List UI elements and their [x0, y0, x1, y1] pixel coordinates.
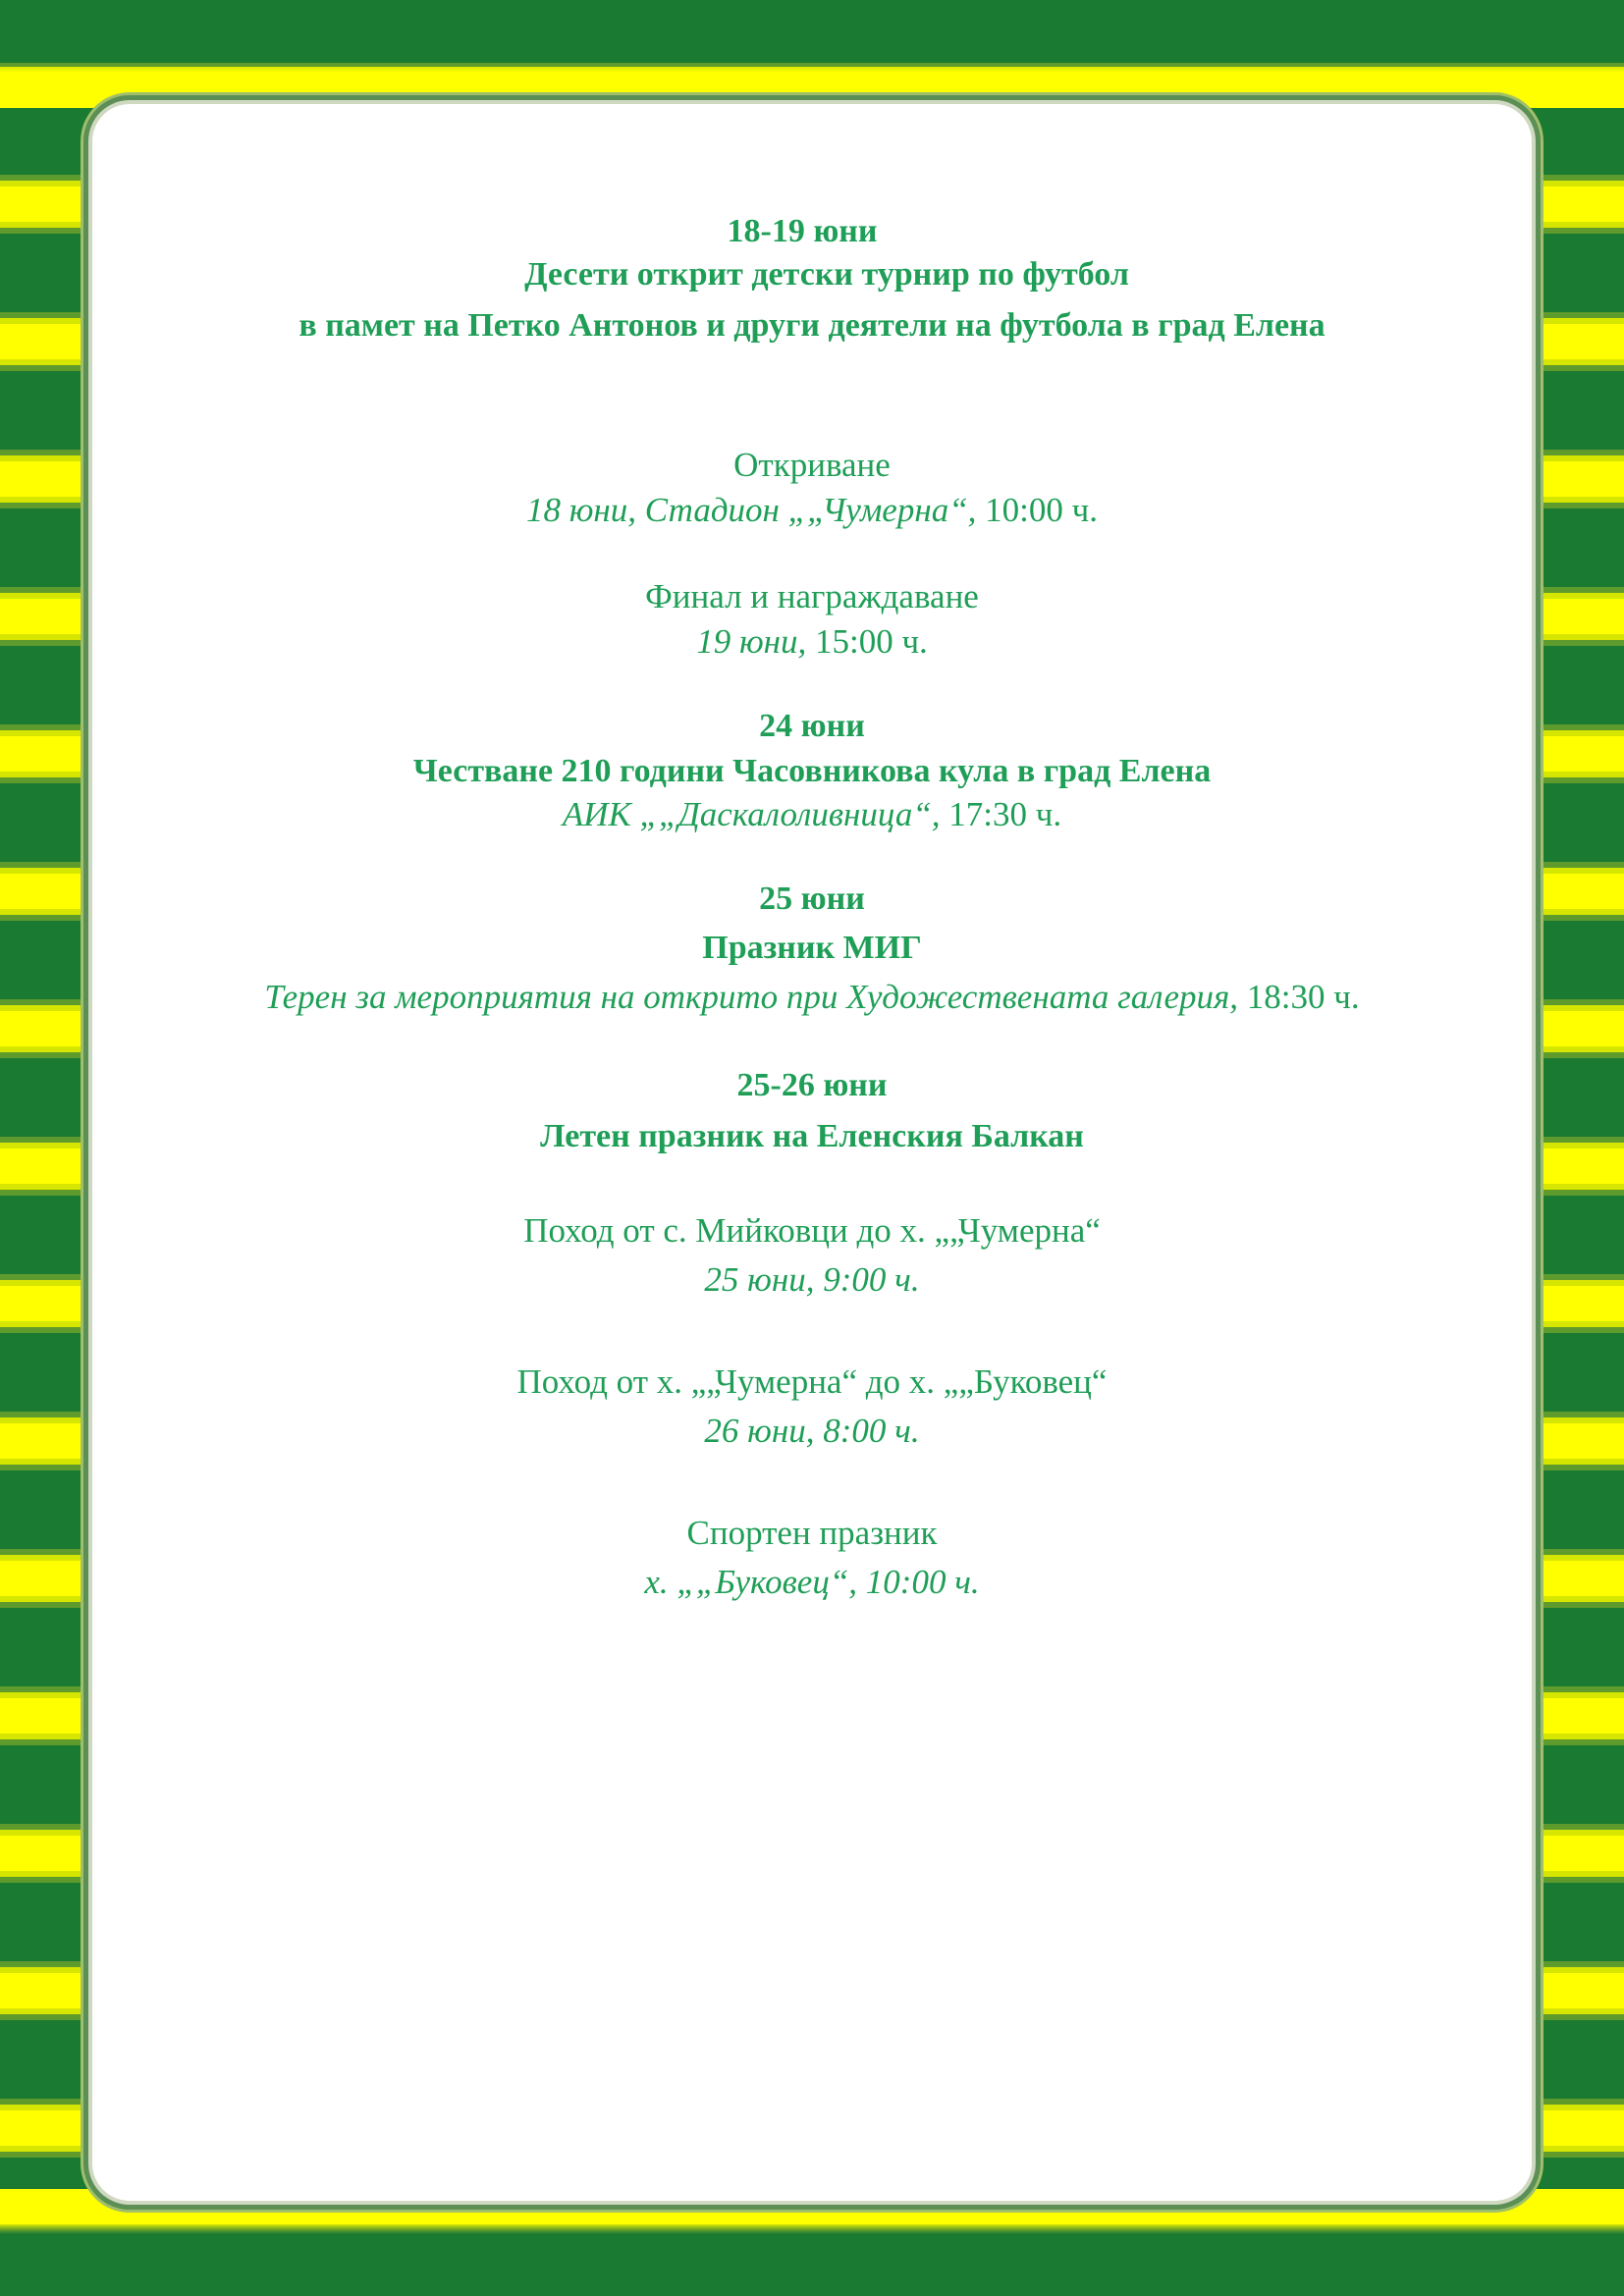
opening-time: 10:00 ч. — [976, 491, 1098, 529]
event-date: 25-26 юни — [736, 1067, 888, 1103]
sport-place: х. „„Буковец“, 10:00 ч. — [644, 1563, 980, 1601]
tower-time: 17:30 ч. — [940, 795, 1062, 833]
hike2-label: Поход от х. „„Чумерна“ до х. „„Буковец“ — [516, 1362, 1108, 1401]
event-clock-tower — [92, 704, 1532, 837]
event-title: Честване 210 години Часовникова кула в град Елена — [412, 753, 1212, 789]
opening-details — [92, 488, 1532, 533]
event-mig — [92, 877, 1532, 1020]
hike1-time: 25 юни, 9:00 ч. — [704, 1260, 920, 1299]
event-place — [92, 975, 1532, 1020]
bottom-border-band — [0, 2224, 1624, 2296]
tower-place: АИК „„Даскалоливница“, — [562, 795, 941, 833]
final-details — [92, 619, 1532, 665]
event-title: Летен празник на Еленския Балкан — [540, 1118, 1084, 1154]
event-date: 18-19 юни — [727, 213, 878, 249]
sport-label: Спортен празник — [686, 1514, 938, 1552]
event-subtitle: в памет на Петко Антонов и други деятели на футбола в град Елена — [298, 307, 1326, 344]
final-label: Финал и награждаване — [645, 577, 979, 615]
hike2-time: 26 юни, 8:00 ч. — [704, 1412, 920, 1450]
event-balkan — [92, 1063, 1532, 1605]
final-date: 19 юни, — [696, 622, 807, 661]
event-date: 25 юни — [759, 881, 865, 917]
event-football — [92, 104, 1532, 665]
event-title: Десети открит детски турнир по футбол — [524, 256, 1129, 293]
top-border-stripe — [0, 73, 1624, 108]
final-time: 15:00 ч. — [806, 622, 928, 661]
program-content — [92, 104, 1532, 1605]
top-border-band — [0, 0, 1624, 73]
opening-place: 18 юни, Стадион „„Чумерна“, — [525, 491, 977, 529]
opening-label: Откриване — [733, 446, 891, 484]
mig-time: 18:30 ч. — [1238, 978, 1360, 1016]
event-title: Празник МИГ — [702, 930, 922, 966]
hike1-label: Поход от с. Мийковци до х. „„Чумерна“ — [523, 1211, 1101, 1250]
event-place — [92, 792, 1532, 837]
event-date: 24 юни — [759, 708, 865, 744]
mig-place: Терен за мероприятия на открито при Художествената галерия, — [264, 978, 1238, 1016]
